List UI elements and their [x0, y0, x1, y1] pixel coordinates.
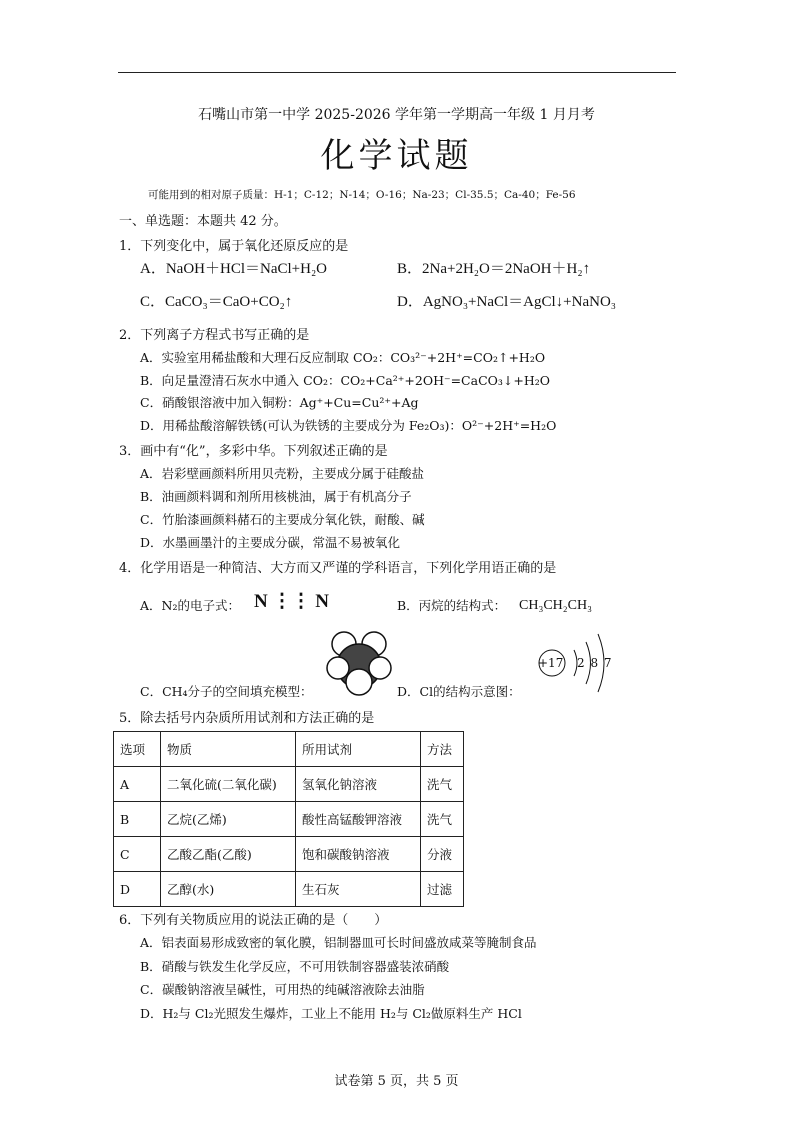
q4-option-d-label: D．Cl的结构示意图： — [397, 684, 521, 699]
q2-option-d: D．用稀盐酸溶解铁锈(可认为铁锈的主要成分为 Fe₂O₃)：O²⁻+2H⁺=H₂O — [140, 418, 557, 433]
table-header-cell: 方法 — [421, 732, 464, 767]
q6-option-c: C．碳酸钠溶液呈碱性，可用热的纯碱溶液除去油脂 — [140, 982, 425, 997]
q4-stem: 4．化学用语是一种简洁、大方而又严谨的学科语言，下列化学用语正确的是 — [119, 561, 557, 576]
table-cell: 乙醇(水) — [161, 872, 296, 907]
q5-stem: 5．除去括号内杂质所用试剂和方法正确的是 — [119, 711, 375, 726]
table-row — [114, 837, 464, 872]
table-cell: A — [114, 767, 161, 802]
q2-stem: 2．下列离子方程式书写正确的是 — [119, 328, 310, 343]
page-footer: 试卷第 5 页，共 5 页 — [334, 1074, 459, 1089]
table-cell: C — [114, 837, 161, 872]
table-cell: B — [114, 802, 161, 837]
table-header-cell: 所用试剂 — [296, 732, 421, 767]
q1-option-c: C．CaCO₃＝CaO+CO₂↑ — [140, 294, 293, 310]
table-cell: 乙烷(乙烯) — [161, 802, 296, 837]
table-cell: 二氧化硫(二氧化碳) — [161, 767, 296, 802]
q3-option-b: B．油画颜料调和剂所用核桃油，属于有机高分子 — [140, 489, 412, 504]
q6-stem: 6．下列有关物质应用的说法正确的是（ ） — [119, 913, 388, 928]
table-header-cell: 物质 — [161, 732, 296, 767]
q3-option-c: C．竹胎漆画颜料赭石的主要成分氧化铁，耐酸、碱 — [140, 512, 425, 527]
page-title: 化学试题 — [320, 136, 473, 176]
q2-option-b: B．向足量澄清石灰水中通入 CO₂：CO₂+Ca²⁺+2OH⁻=CaCO₃↓+H₂O — [140, 373, 550, 388]
cl-electron-shells: 2 8 7 — [577, 656, 612, 670]
table-header-row — [114, 732, 464, 767]
q3-option-a: A．岩彩壁画颜料所用贝壳粉，主要成分属于硅酸盐 — [140, 466, 425, 481]
ch4-space-filling-model-icon — [326, 630, 392, 696]
table-cell: 洗气 — [421, 802, 464, 837]
n2-electron-formula: N ⋮⋮ N — [254, 591, 329, 612]
q3-stem: 3．画中有“化”，多彩中华。下列叙述正确的是 — [119, 444, 388, 459]
impurity-table — [113, 731, 464, 907]
table-cell: 饱和碳酸钠溶液 — [296, 837, 421, 872]
table-cell: 氢氧化钠溶液 — [296, 767, 421, 802]
table-cell: 分液 — [421, 837, 464, 872]
q6-option-d: D．H₂与 Cl₂光照发生爆炸，工业上不能用 H₂与 Cl₂做原料生产 HCl — [140, 1006, 522, 1021]
cl-nucleus-charge: +17 — [538, 656, 564, 670]
table-cell: 生石灰 — [296, 872, 421, 907]
q4-option-b-label: B．丙烷的结构式： — [397, 598, 507, 613]
q4-option-c-label: C．CH₄分子的空间填充模型： — [140, 684, 313, 699]
propane-formula: CH₃CH₂CH₃ — [519, 598, 592, 613]
q1-option-a: A．NaOH＋HCl＝NaCl+H₂O — [140, 261, 328, 277]
table-row — [114, 767, 464, 802]
school-line: 石嘴山市第一中学 2025-2026 学年第一学期高一年级 1 月月考 — [198, 107, 595, 123]
q3-option-d: D．水墨画墨汁的主要成分碳，常温不易被氧化 — [140, 535, 401, 550]
section-heading: 一、单选题：本题共 42 分。 — [119, 214, 287, 229]
table-cell: D — [114, 872, 161, 907]
q1-stem: 1．下列变化中，属于氧化还原反应的是 — [119, 239, 349, 254]
q1-option-d: D．AgNO₃+NaCl＝AgCl↓+NaNO₃ — [397, 294, 617, 310]
table-cell: 乙酸乙酯(乙酸) — [161, 837, 296, 872]
table-cell: 过滤 — [421, 872, 464, 907]
q6-option-a: A．铝表面易形成致密的氧化膜，铝制器皿可长时间盛放咸菜等腌制食品 — [140, 935, 537, 950]
table-cell: 洗气 — [421, 767, 464, 802]
atomic-masses: 可能用到的相对原子质量：H-1；C-12；N-14；O-16；Na-23；Cl-35.5；Ca-40；Fe-56 — [148, 189, 576, 201]
table-header-cell: 选项 — [114, 732, 161, 767]
q6-option-b: B．硝酸与铁发生化学反应，不可用铁制容器盛装浓硝酸 — [140, 959, 450, 974]
q2-option-c: C．硝酸银溶液中加入铜粉：Ag⁺+Cu=Cu²⁺+Ag — [140, 395, 419, 410]
table-row — [114, 872, 464, 907]
q1-option-b: B．2Na+2H₂O＝2NaOH＋H₂↑ — [397, 261, 591, 277]
table-cell: 酸性高锰酸钾溶液 — [296, 802, 421, 837]
table-row — [114, 802, 464, 837]
top-rule — [118, 72, 676, 73]
q4-option-a-label: A．N₂的电子式： — [140, 598, 240, 613]
q2-option-a: A．实验室用稀盐酸和大理石反应制取 CO₂：CO₃²⁻+2H⁺=CO₂↑+H₂O — [140, 350, 546, 365]
